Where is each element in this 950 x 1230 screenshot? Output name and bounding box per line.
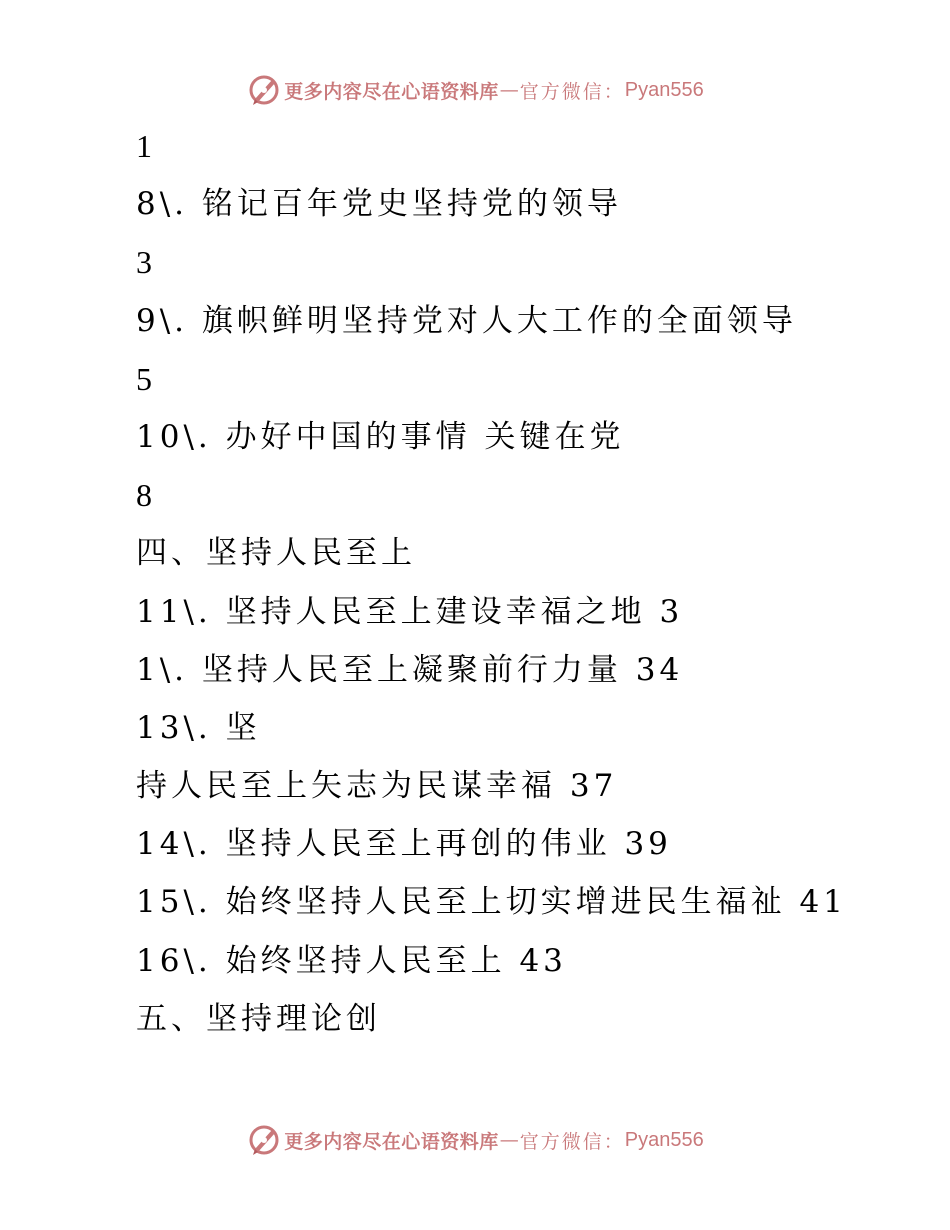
toc-line: 8\. 铭记百年党史坚持党的领导	[136, 186, 622, 223]
toc-line: 9\. 旗帜鲜明坚持党对人大工作的全面领导	[136, 302, 797, 339]
watermark-wechat-label: 官方微信：	[519, 1130, 625, 1153]
toc-line: 5	[136, 360, 153, 397]
watermark-wechat-id: Pyan556	[624, 78, 704, 101]
watermark-wechat-id: Pyan556	[624, 1128, 704, 1151]
toc-section-heading: 四、坚持人民至上	[136, 535, 416, 572]
toc-line: 15\. 始终坚持人民至上切实增进民生福祉 41	[136, 884, 847, 921]
watermark-group	[246, 72, 704, 108]
toc-line: 10\. 办好中国的事情 关键在党	[136, 418, 625, 455]
pen-circle-logo-icon	[246, 1122, 282, 1158]
watermark-site-text: 更多内容尽在心语资料库	[284, 1130, 499, 1153]
watermark-dash: —	[499, 79, 519, 101]
toc-line: 11\. 坚持人民至上建设幸福之地 3	[136, 593, 684, 630]
toc-list	[136, 117, 916, 1048]
toc-line: 8	[136, 477, 153, 514]
toc-line: 16\. 始终坚持人民至上 43	[136, 942, 567, 979]
toc-line: 1\. 坚持人民至上凝聚前行力量 34	[136, 651, 684, 688]
toc-line: 14\. 坚持人民至上再创的伟业 39	[136, 826, 672, 863]
toc-line: 13\. 坚	[136, 709, 261, 746]
toc-line: 3	[136, 244, 153, 281]
watermark-group	[246, 1122, 704, 1158]
header-watermark	[0, 70, 950, 110]
toc-line: 1	[136, 128, 153, 164]
watermark-site-text: 更多内容尽在心语资料库	[284, 80, 499, 103]
toc-line: 持人民至上矢志为民谋幸福 37	[136, 768, 618, 805]
footer-watermark	[0, 1120, 950, 1160]
pen-circle-logo-icon	[246, 72, 282, 108]
toc-section-heading: 五、坚持理论创	[136, 1000, 381, 1037]
watermark-dash: —	[499, 1129, 519, 1151]
watermark-wechat-label: 官方微信：	[519, 80, 625, 103]
